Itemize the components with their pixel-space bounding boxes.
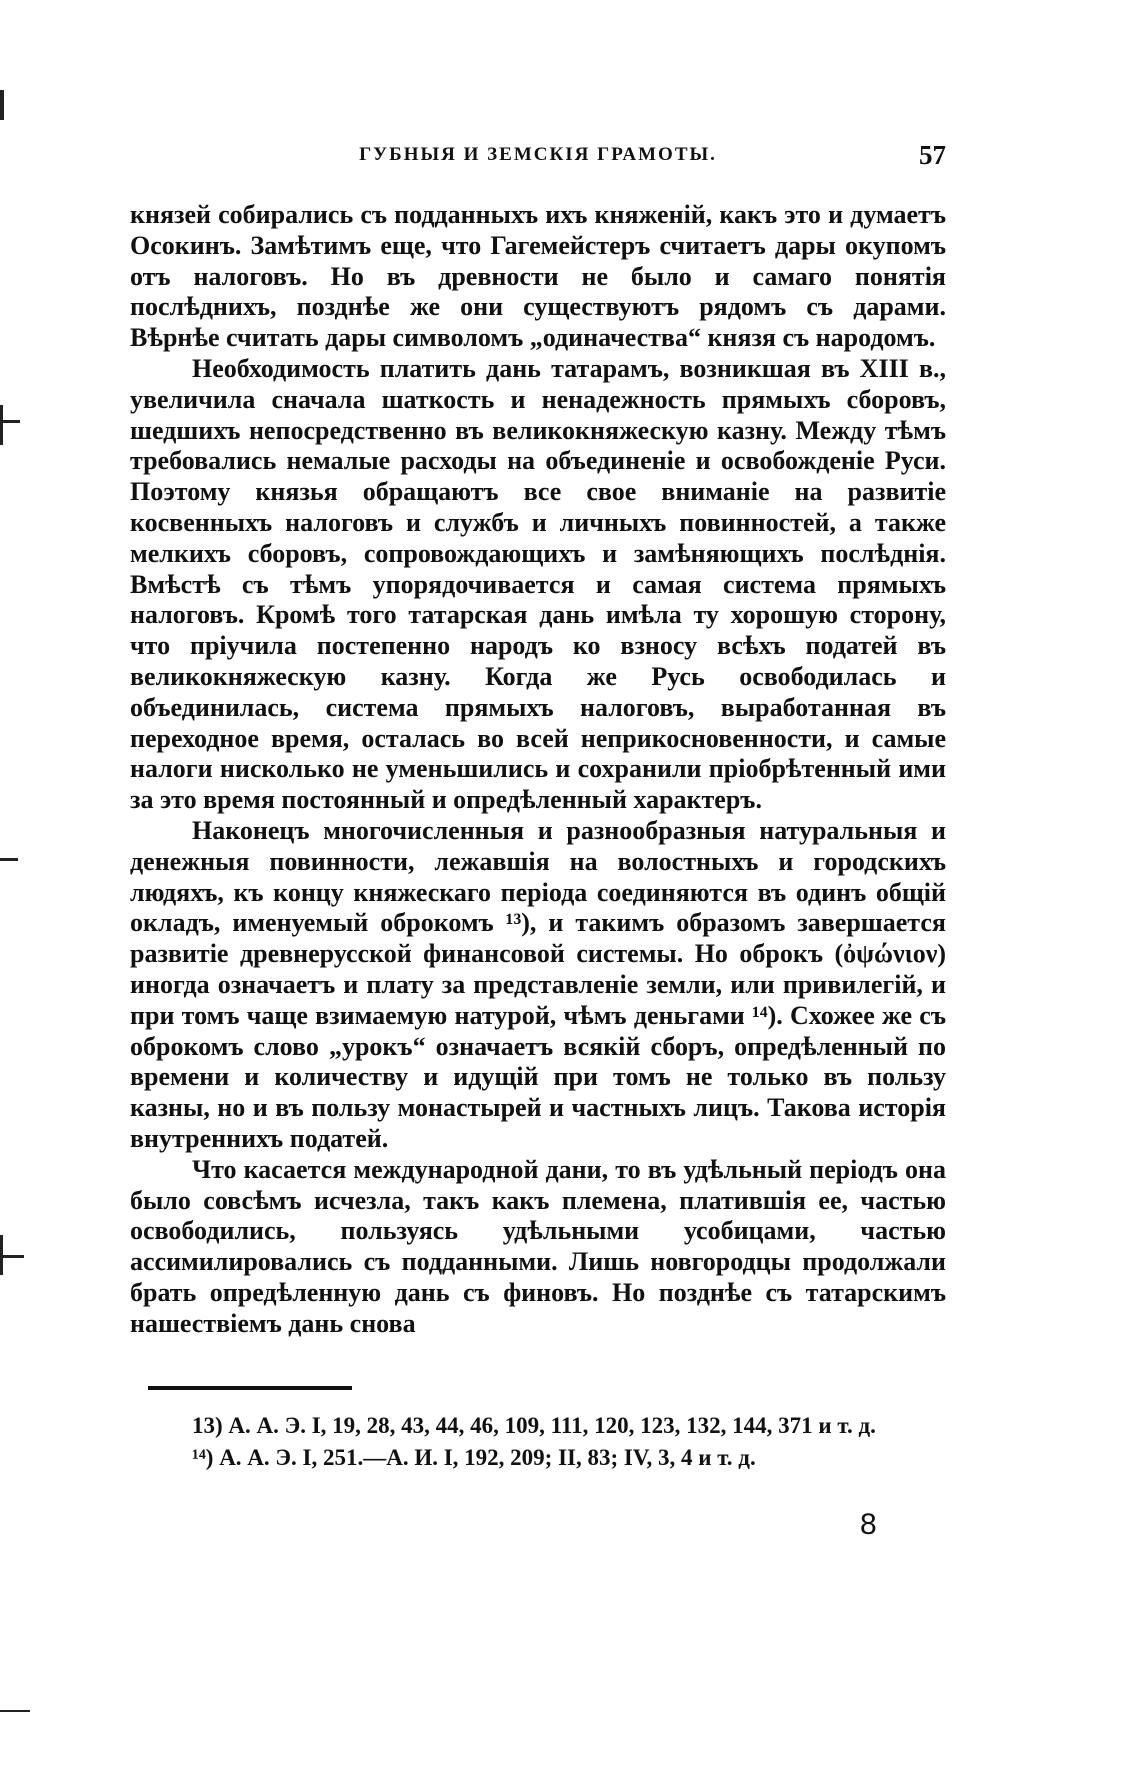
- paragraph: князей собирались съ подданныхъ ихъ княженій, какъ это и думаетъ Осокинъ. Замѣтимъ еще, что Гагемейстеръ считаетъ дары окупомъ отъ налоговъ. Но въ древности не было и самаго понятія послѣднихъ, позднѣе же они существуютъ рядомъ съ дарами. Вѣрнѣе считать дары символомъ „одиначества“ князя съ народомъ.: [130, 200, 946, 353]
- footnotes: [130, 1410, 946, 1474]
- margin-scan-mark: [0, 1235, 3, 1275]
- signature-mark: 8: [860, 1508, 877, 1541]
- margin-scan-mark: [0, 405, 3, 445]
- footnote: ¹⁴) А. А. Э. I, 251.—А. И. I, 192, 209; II, 83; IV, 3, 4 и т. д.: [192, 1445, 756, 1470]
- margin-scan-mark: [0, 1255, 24, 1258]
- paragraph: Наконецъ многочисленныя и разнообразныя натуральныя и денежныя повинности, лежавшія на волостныхъ и городскихъ людяхъ, къ концу княжескаго періода соединяются въ одинъ общій окладъ, именуемый оброкомъ ¹³), и такимъ образомъ завершается развитіе древнерусской финансовой системы. Но оброкъ (ὀψώνιον) иногда означаетъ и плату за представленіе земли, или привилегій, и при томъ чаще взимаемую натурой, чѣмъ деньгами ¹⁴). Схожее же съ оброкомъ слово „урокъ“ означаетъ всякій сборъ, опредѣленный по времени и количеству и идущій при томъ не только въ пользу казны, но и въ пользу монастырей и частныхъ лицъ. Такова исторія внутреннихъ податей.: [130, 815, 946, 1153]
- paragraph: Что касается международной дани, то въ удѣльный періодъ она было совсѣмъ исчезла, такъ какъ племена, платившія ее, частью освободились, пользуясь удѣльными усобицами, частью ассимилировались съ подданными. Лишь новгородцы продолжали брать опредѣленную дань съ финовъ. Но позднѣе съ татарскимъ нашествіемъ дань снова: [130, 1154, 946, 1338]
- margin-scan-mark: [0, 90, 4, 120]
- footnote: 13) А. А. Э. I, 19, 28, 43, 44, 46, 109, 111, 120, 123, 132, 144, 371 и т. д.: [192, 1413, 876, 1438]
- margin-scan-mark: [0, 420, 20, 423]
- margin-scan-mark: [0, 1710, 30, 1712]
- margin-scan-mark: [0, 858, 18, 861]
- page-number: 57: [919, 140, 946, 170]
- running-head: ГУБНЫЯ И ЗЕМСКІЯ ГРАМОТЫ.: [359, 144, 717, 165]
- page-header: [130, 140, 946, 178]
- paragraph: Необходимость платить дань татарамъ, возникшая въ XIII в., увеличила сначала шаткость и ненадежность прямыхъ сборовъ, шедшихъ непосредственно въ великокняжескую казну. Между тѣмъ требовались немалые расходы на объединеніе и освобожденіе Руси. Поэтому князья обращаютъ все свое вниманіе на развитіе косвенныхъ налоговъ и службъ и личныхъ повинностей, а также мелкихъ сборовъ, сопровождающихъ и замѣняющихъ послѣднія. Вмѣстѣ съ тѣмъ упорядочивается и самая система прямыхъ налоговъ. Кромѣ того татарская дань имѣла ту хорошую сторону, что пріучила постепенно народъ ко взносу всѣхъ податей въ великокняжескую казну. Когда же Русь освободилась и объединилась, система прямыхъ налоговъ, выработанная въ переходное время, осталась во всей неприкосновенности, и самые налоги нисколько не уменьшились и сохранили пріобрѣтенный ими за это время постоянный и опредѣленный характеръ.: [130, 353, 946, 815]
- body-text: [130, 200, 946, 1339]
- footnote-rule: [148, 1386, 352, 1390]
